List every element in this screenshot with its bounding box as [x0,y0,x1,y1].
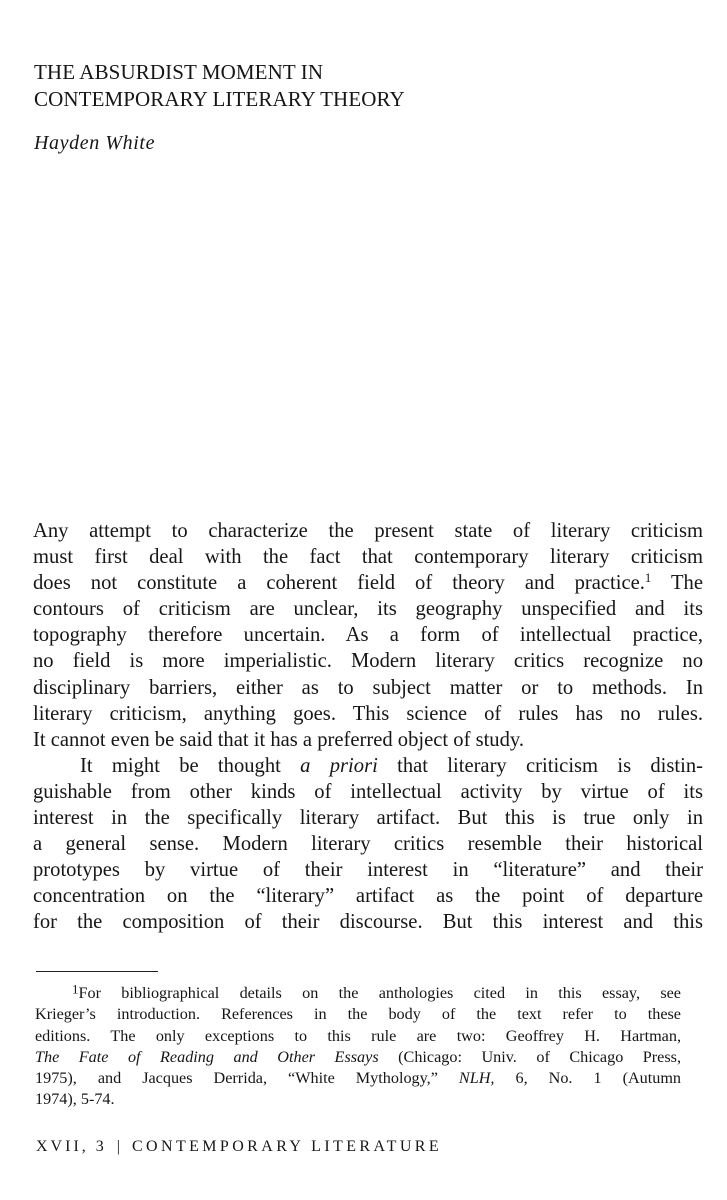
footnote-text: 1975), and Jacques Derrida, “White Mythology,” [35,1069,438,1088]
body-line: a general sense. Modern literary critics resemble their historical [33,833,703,856]
footnote-text: 6, No. 1 (Autumn [515,1069,682,1088]
body-text [33,518,703,936]
body-line: no field is more imperialistic. Modern literary critics recognize no [33,650,703,673]
footnote-text: (Chicago: Univ. of Chicago Press, [398,1047,682,1066]
body-line: guishable from other kinds of intellectual activity by virtue of its [33,780,703,803]
body-line: It cannot even be said that it has a preferred object of study. [33,728,525,751]
body-line: must first deal with the fact that contemporary literary criticism [33,546,703,569]
book-title: The Fate of Reading and Other Essays [35,1047,379,1066]
footer-separator: | [116,1138,120,1155]
journal-abbrev: NLH, [458,1069,495,1088]
body-line: Any attempt to characterize the present state of literary criticism [33,520,703,542]
footnote-divider [36,971,158,972]
body-line [33,570,703,596]
body-line: disciplinary barriers, either as to subject matter or to methods. In [33,676,703,699]
body-line-text: that literary criticism is distin- [397,754,704,777]
body-line-text: It might be thought [80,754,281,777]
article-title [34,59,634,113]
author-name: Hayden White [34,132,156,154]
footnote-mark: 1 [72,981,79,997]
volume-number: XVII, 3 [36,1138,107,1155]
running-footer [36,1138,442,1156]
footnote-line [35,983,681,1004]
footnote-line: Krieger’s introduction. References in the body of the text refer to these [35,1005,681,1024]
footnote-reference[interactable]: 1 [644,571,652,586]
body-line: prototypes by virtue of their interest in “literature” and their [33,859,703,882]
body-line-text: does not constitute a coherent field of theory and practice. [33,572,645,595]
footnote-line [35,1068,681,1089]
body-line: for the composition of their discourse. But this interest and this [33,911,703,934]
italic-phrase: a priori [300,754,378,777]
footnote-line: editions. The only exceptions to this rule are two: Geoffrey H. Hartman, [35,1026,681,1045]
body-line: interest in the specifically literary artifact. But this is true only in [33,807,703,830]
body-line: literary criticism, anything goes. This science of rules has no rules. [33,702,703,725]
body-line: concentration on the “literary” artifact as the point of departure [33,885,703,908]
journal-name: CONTEMPORARY LITERATURE [131,1138,443,1155]
body-line-tail: The [670,572,703,595]
body-line [33,753,703,779]
title-line-2: CONTEMPORARY LITERARY THEORY [34,87,405,111]
footnote-text: For bibliographical details on the anthologies cited in this essay, see [78,984,681,1002]
body-line: topography therefore uncertain. As a form of intellectual practice, [33,624,703,647]
footnote-line: 1974), 5-74. [35,1090,115,1109]
footnote-line [35,1047,681,1068]
title-line-1: THE ABSURDIST MOMENT IN [34,60,324,84]
footnote [35,983,681,1111]
body-line: contours of criticism are unclear, its geography unspecified and its [33,598,703,621]
